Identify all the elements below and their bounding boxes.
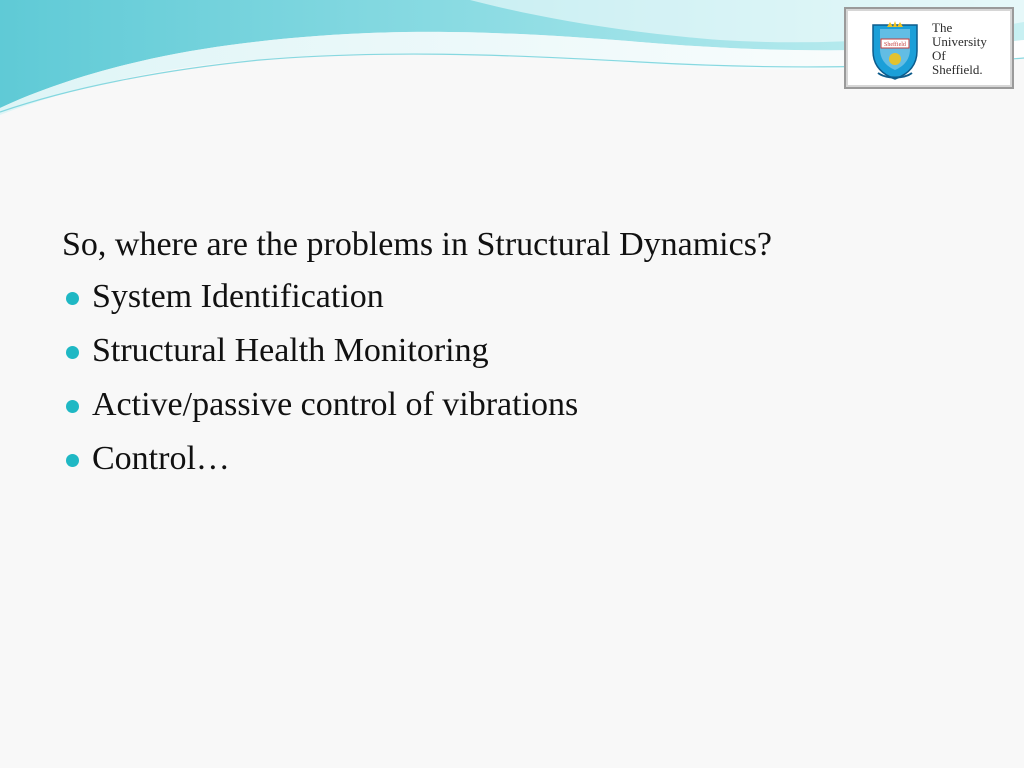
bullet-text: Control… — [92, 440, 230, 477]
list-item — [62, 328, 962, 382]
bullet-list — [62, 274, 962, 490]
list-item — [62, 274, 962, 328]
list-item — [62, 436, 962, 490]
lead-question: So, where are the problems in Structural Dynamics? — [62, 226, 773, 263]
logo-line-3: Of — [932, 48, 946, 63]
bullet-dot-icon — [66, 454, 79, 467]
bullet-dot-icon — [66, 346, 79, 359]
university-name — [932, 21, 987, 77]
logo-line-2: University — [932, 34, 987, 49]
bullet-text: Active/passive control of vibrations — [92, 386, 579, 423]
university-logo — [844, 7, 1014, 89]
bullet-dot-icon — [66, 292, 79, 305]
university-crest-icon — [870, 19, 920, 81]
bullet-text: System Identification — [92, 278, 384, 315]
crest-banner-text: Sheffield — [884, 42, 906, 48]
bullet-text: Structural Health Monitoring — [92, 332, 489, 369]
logo-line-1: The — [932, 20, 953, 35]
slide-body — [62, 222, 962, 490]
logo-line-4: Sheffield. — [932, 62, 983, 77]
list-item — [62, 382, 962, 436]
bullet-dot-icon — [66, 400, 79, 413]
